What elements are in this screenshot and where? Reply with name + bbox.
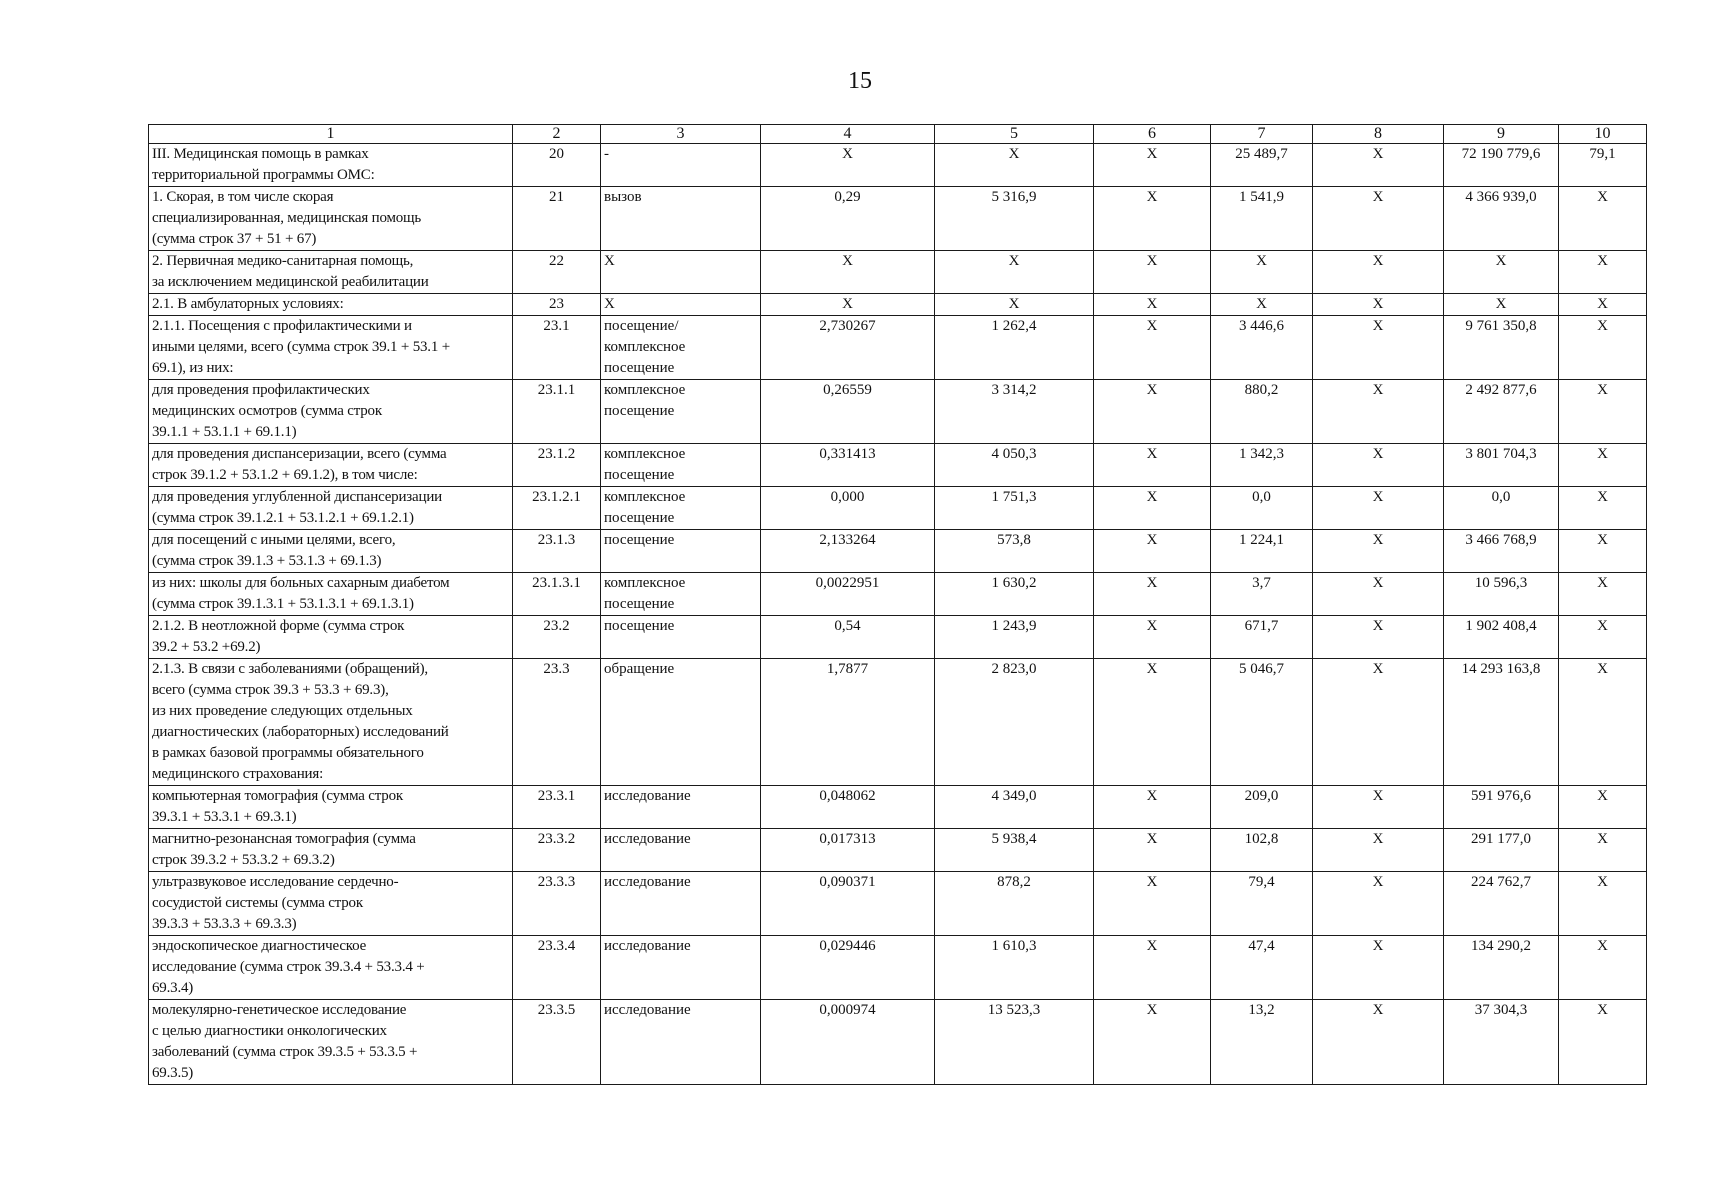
value-cell-8: X	[1313, 786, 1444, 829]
row-name-line: 69.1), из них:	[152, 360, 234, 376]
row-unit-line: посещение	[604, 403, 675, 419]
value-cell-8: X	[1313, 144, 1444, 187]
table-row	[149, 872, 1647, 936]
row-unit-line: X	[604, 296, 615, 312]
value-cell-4: 0,0022951	[761, 573, 935, 616]
row-name-line: иными целями, всего (сумма строк 39.1 + 53.1 +	[152, 339, 450, 355]
row-name-line: (сумма строк 39.1.3 + 53.1.3 + 69.1.3)	[152, 553, 382, 569]
row-unit-cell	[601, 487, 761, 530]
row-unit-cell	[601, 786, 761, 829]
value-cell-9: 4 366 939,0	[1444, 187, 1559, 251]
value-cell-5: 878,2	[935, 872, 1094, 936]
value-cell-5: X	[935, 251, 1094, 294]
value-cell-6: X	[1094, 573, 1211, 616]
page-number: 15	[848, 68, 872, 94]
value-cell-9: X	[1444, 251, 1559, 294]
value-cell-4: 0,54	[761, 616, 935, 659]
row-name-line: диагностических (лабораторных) исследований	[152, 724, 449, 740]
row-name-cell	[149, 936, 513, 1000]
value-cell-8: X	[1313, 294, 1444, 316]
value-cell-10: X	[1559, 829, 1647, 872]
column-header: 5	[935, 125, 1094, 144]
value-cell-7: 1 342,3	[1211, 444, 1313, 487]
value-cell-9: 2 492 877,6	[1444, 380, 1559, 444]
table-body	[149, 144, 1647, 1085]
value-cell-5: 13 523,3	[935, 1000, 1094, 1085]
value-cell-7: 209,0	[1211, 786, 1313, 829]
value-cell-8: X	[1313, 872, 1444, 936]
value-cell-8: X	[1313, 187, 1444, 251]
row-name-line: для проведения диспансеризации, всего (сумма	[152, 446, 447, 462]
row-unit-line: посещение	[604, 618, 675, 634]
row-name-line: для проведения профилактических	[152, 382, 370, 398]
row-name-cell	[149, 786, 513, 829]
value-cell-4: 2,133264	[761, 530, 935, 573]
row-name-line: территориальной программы ОМС:	[152, 167, 375, 183]
value-cell-8: X	[1313, 829, 1444, 872]
value-cell-10: X	[1559, 251, 1647, 294]
value-cell-7: 5 046,7	[1211, 659, 1313, 786]
value-cell-7: X	[1211, 251, 1313, 294]
row-unit-line: комплексное	[604, 339, 686, 355]
table-row	[149, 487, 1647, 530]
value-cell-8: X	[1313, 1000, 1444, 1085]
row-name-line: строк 39.3.2 + 53.3.2 + 69.3.2)	[152, 852, 335, 868]
row-code-cell: 23.1.3.1	[513, 573, 601, 616]
value-cell-7: 880,2	[1211, 380, 1313, 444]
value-cell-8: X	[1313, 936, 1444, 1000]
column-header: 10	[1559, 125, 1647, 144]
row-unit-line: комплексное	[604, 382, 686, 398]
value-cell-8: X	[1313, 530, 1444, 573]
value-cell-10: X	[1559, 786, 1647, 829]
row-name-line: для посещений с иными целями, всего,	[152, 532, 396, 548]
value-cell-5: 5 938,4	[935, 829, 1094, 872]
row-unit-line: исследование	[604, 1002, 691, 1018]
column-header: 1	[149, 125, 513, 144]
value-cell-9: 3 466 768,9	[1444, 530, 1559, 573]
value-cell-9: 37 304,3	[1444, 1000, 1559, 1085]
value-cell-9: 1 902 408,4	[1444, 616, 1559, 659]
value-cell-5: X	[935, 294, 1094, 316]
table-row	[149, 294, 1647, 316]
column-number-row	[149, 125, 1647, 144]
row-unit-line: обращение	[604, 661, 675, 677]
row-name-line: 2.1.3. В связи с заболеваниями (обращений),	[152, 661, 428, 677]
column-header: 3	[601, 125, 761, 144]
row-code-cell: 21	[513, 187, 601, 251]
row-code-cell: 23.3.2	[513, 829, 601, 872]
row-unit-line: исследование	[604, 831, 691, 847]
table-row	[149, 1000, 1647, 1085]
row-name-line: III. Медицинская помощь в рамках	[152, 146, 369, 162]
value-cell-10: X	[1559, 1000, 1647, 1085]
column-header: 8	[1313, 125, 1444, 144]
value-cell-8: X	[1313, 573, 1444, 616]
value-cell-6: X	[1094, 316, 1211, 380]
value-cell-4: 0,000974	[761, 1000, 935, 1085]
row-unit-cell	[601, 187, 761, 251]
row-unit-cell	[601, 144, 761, 187]
row-unit-line: комплексное	[604, 489, 686, 505]
row-name-line: 69.3.4)	[152, 980, 194, 996]
row-name-cell	[149, 659, 513, 786]
value-cell-9: 72 190 779,6	[1444, 144, 1559, 187]
value-cell-8: X	[1313, 659, 1444, 786]
value-cell-7: 3 446,6	[1211, 316, 1313, 380]
row-name-line: (сумма строк 39.1.3.1 + 53.1.3.1 + 69.1.3.1)	[152, 596, 414, 612]
row-name-line: 2. Первичная медико-санитарная помощь,	[152, 253, 414, 269]
value-cell-9: 591 976,6	[1444, 786, 1559, 829]
value-cell-5: X	[935, 144, 1094, 187]
row-name-line: 39.3.1 + 53.3.1 + 69.3.1)	[152, 809, 297, 825]
row-name-line: в рамках базовой программы обязательного	[152, 745, 424, 761]
row-unit-cell	[601, 444, 761, 487]
row-unit-cell	[601, 936, 761, 1000]
value-cell-6: X	[1094, 530, 1211, 573]
row-name-cell	[149, 251, 513, 294]
value-cell-8: X	[1313, 316, 1444, 380]
column-header: 7	[1211, 125, 1313, 144]
row-name-cell	[149, 187, 513, 251]
value-cell-6: X	[1094, 187, 1211, 251]
row-name-line: из них проведение следующих отдельных	[152, 703, 413, 719]
row-name-line: эндоскопическое диагностическое	[152, 938, 367, 954]
row-unit-cell	[601, 251, 761, 294]
value-cell-4: 0,029446	[761, 936, 935, 1000]
value-cell-5: 573,8	[935, 530, 1094, 573]
row-unit-cell	[601, 616, 761, 659]
row-unit-cell	[601, 659, 761, 786]
value-cell-5: 1 751,3	[935, 487, 1094, 530]
value-cell-6: X	[1094, 1000, 1211, 1085]
value-cell-6: X	[1094, 380, 1211, 444]
row-name-line: ультразвуковое исследование сердечно-	[152, 874, 399, 890]
column-header: 2	[513, 125, 601, 144]
value-cell-6: X	[1094, 659, 1211, 786]
row-code-cell: 23.1.2.1	[513, 487, 601, 530]
value-cell-9: 14 293 163,8	[1444, 659, 1559, 786]
value-cell-6: X	[1094, 786, 1211, 829]
row-name-cell	[149, 316, 513, 380]
value-cell-8: X	[1313, 251, 1444, 294]
value-cell-6: X	[1094, 616, 1211, 659]
value-cell-10: X	[1559, 936, 1647, 1000]
value-cell-7: 3,7	[1211, 573, 1313, 616]
row-unit-line: посещение/	[604, 318, 679, 334]
value-cell-6: X	[1094, 444, 1211, 487]
value-cell-5: 1 243,9	[935, 616, 1094, 659]
row-code-cell: 23.3.1	[513, 786, 601, 829]
row-name-line: 2.1.1. Посещения с профилактическими и	[152, 318, 412, 334]
row-name-cell	[149, 616, 513, 659]
table-row	[149, 573, 1647, 616]
row-unit-line: исследование	[604, 938, 691, 954]
value-cell-6: X	[1094, 294, 1211, 316]
value-cell-5: 2 823,0	[935, 659, 1094, 786]
value-cell-7: 25 489,7	[1211, 144, 1313, 187]
table-row	[149, 936, 1647, 1000]
value-cell-4: 0,29	[761, 187, 935, 251]
value-cell-10: 79,1	[1559, 144, 1647, 187]
row-name-line: для проведения углубленной диспансеризации	[152, 489, 442, 505]
value-cell-4: 0,048062	[761, 786, 935, 829]
row-unit-cell	[601, 829, 761, 872]
row-name-line: 69.3.5)	[152, 1065, 194, 1081]
value-cell-7: 0,0	[1211, 487, 1313, 530]
value-cell-10: X	[1559, 380, 1647, 444]
row-name-line: 39.3.3 + 53.3.3 + 69.3.3)	[152, 916, 297, 932]
value-cell-4: 2,730267	[761, 316, 935, 380]
column-header: 6	[1094, 125, 1211, 144]
table-row	[149, 530, 1647, 573]
row-name-line: 1. Скорая, в том числе скорая	[152, 189, 334, 205]
value-cell-4: X	[761, 294, 935, 316]
row-name-line: 2.1. В амбулаторных условиях:	[152, 296, 344, 312]
value-cell-10: X	[1559, 316, 1647, 380]
row-unit-line: -	[604, 146, 609, 162]
row-unit-cell	[601, 530, 761, 573]
table-row	[149, 786, 1647, 829]
row-unit-line: X	[604, 253, 615, 269]
row-code-cell: 23.3	[513, 659, 601, 786]
value-cell-7: 47,4	[1211, 936, 1313, 1000]
value-cell-10: X	[1559, 444, 1647, 487]
row-name-line: за исключением медицинской реабилитации	[152, 274, 429, 290]
row-name-line: из них: школы для больных сахарным диабетом	[152, 575, 450, 591]
value-cell-4: 1,7877	[761, 659, 935, 786]
value-cell-4: 0,26559	[761, 380, 935, 444]
row-name-line: 39.1.1 + 53.1.1 + 69.1.1)	[152, 424, 297, 440]
row-name-line: магнитно-резонансная томография (сумма	[152, 831, 416, 847]
row-unit-cell	[601, 380, 761, 444]
value-cell-7: 102,8	[1211, 829, 1313, 872]
row-code-cell: 20	[513, 144, 601, 187]
row-name-line: 2.1.2. В неотложной форме (сумма строк	[152, 618, 405, 634]
value-cell-5: 5 316,9	[935, 187, 1094, 251]
row-unit-line: исследование	[604, 788, 691, 804]
table-row	[149, 251, 1647, 294]
row-code-cell: 23.1	[513, 316, 601, 380]
row-code-cell: 23.3.3	[513, 872, 601, 936]
row-name-cell	[149, 380, 513, 444]
value-cell-8: X	[1313, 487, 1444, 530]
row-name-cell	[149, 872, 513, 936]
value-cell-10: X	[1559, 659, 1647, 786]
value-cell-4: X	[761, 144, 935, 187]
row-name-line: сосудистой системы (сумма строк	[152, 895, 363, 911]
value-cell-9: X	[1444, 294, 1559, 316]
row-code-cell: 22	[513, 251, 601, 294]
value-cell-5: 4 050,3	[935, 444, 1094, 487]
row-name-cell	[149, 573, 513, 616]
value-cell-7: 1 541,9	[1211, 187, 1313, 251]
row-name-line: (сумма строк 37 + 51 + 67)	[152, 231, 317, 247]
row-unit-cell	[601, 294, 761, 316]
row-name-line: строк 39.1.2 + 53.1.2 + 69.1.2), в том числе:	[152, 467, 418, 483]
value-cell-5: 3 314,2	[935, 380, 1094, 444]
row-name-cell	[149, 530, 513, 573]
row-unit-line: посещение	[604, 360, 675, 376]
value-cell-10: X	[1559, 616, 1647, 659]
row-name-line: 39.2 + 53.2 +69.2)	[152, 639, 261, 655]
value-cell-5: 4 349,0	[935, 786, 1094, 829]
row-name-line: компьютерная томография (сумма строк	[152, 788, 403, 804]
value-cell-6: X	[1094, 144, 1211, 187]
value-cell-4: 0,331413	[761, 444, 935, 487]
table-row	[149, 659, 1647, 786]
table-row	[149, 380, 1647, 444]
row-name-line: (сумма строк 39.1.2.1 + 53.1.2.1 + 69.1.2.1)	[152, 510, 414, 526]
row-name-line: заболеваний (сумма строк 39.3.5 + 53.3.5 +	[152, 1044, 418, 1060]
value-cell-4: 0,017313	[761, 829, 935, 872]
row-name-cell	[149, 144, 513, 187]
value-cell-6: X	[1094, 872, 1211, 936]
value-cell-10: X	[1559, 573, 1647, 616]
row-code-cell: 23.1.3	[513, 530, 601, 573]
value-cell-6: X	[1094, 829, 1211, 872]
row-unit-cell	[601, 1000, 761, 1085]
value-cell-7: 79,4	[1211, 872, 1313, 936]
value-cell-6: X	[1094, 251, 1211, 294]
row-name-line: всего (сумма строк 39.3 + 53.3 + 69.3),	[152, 682, 389, 698]
value-cell-7: 13,2	[1211, 1000, 1313, 1085]
value-cell-10: X	[1559, 187, 1647, 251]
row-unit-line: вызов	[604, 189, 642, 205]
value-cell-8: X	[1313, 444, 1444, 487]
row-unit-cell	[601, 573, 761, 616]
value-cell-7: 1 224,1	[1211, 530, 1313, 573]
row-unit-line: комплексное	[604, 575, 686, 591]
value-cell-4: 0,090371	[761, 872, 935, 936]
value-cell-9: 10 596,3	[1444, 573, 1559, 616]
row-code-cell: 23	[513, 294, 601, 316]
value-cell-4: X	[761, 251, 935, 294]
value-cell-9: 291 177,0	[1444, 829, 1559, 872]
value-cell-10: X	[1559, 530, 1647, 573]
value-cell-5: 1 630,2	[935, 573, 1094, 616]
column-header: 4	[761, 125, 935, 144]
row-name-cell	[149, 487, 513, 530]
value-cell-8: X	[1313, 380, 1444, 444]
row-name-line: медицинского страхования:	[152, 766, 324, 782]
value-cell-9: 9 761 350,8	[1444, 316, 1559, 380]
row-unit-line: посещение	[604, 510, 675, 526]
value-cell-9: 134 290,2	[1444, 936, 1559, 1000]
row-name-cell	[149, 444, 513, 487]
value-cell-7: X	[1211, 294, 1313, 316]
row-code-cell: 23.1.1	[513, 380, 601, 444]
row-name-line: исследование (сумма строк 39.3.4 + 53.3.4 +	[152, 959, 425, 975]
value-cell-9: 224 762,7	[1444, 872, 1559, 936]
value-cell-6: X	[1094, 487, 1211, 530]
table-row	[149, 829, 1647, 872]
row-name-line: с целью диагностики онкологических	[152, 1023, 387, 1039]
row-code-cell: 23.2	[513, 616, 601, 659]
row-name-cell	[149, 829, 513, 872]
row-unit-line: посещение	[604, 596, 675, 612]
row-name-cell	[149, 294, 513, 316]
row-name-line: медицинских осмотров (сумма строк	[152, 403, 382, 419]
value-cell-4: 0,000	[761, 487, 935, 530]
table-row	[149, 144, 1647, 187]
table-row	[149, 444, 1647, 487]
row-unit-line: исследование	[604, 874, 691, 890]
table-row	[149, 187, 1647, 251]
value-cell-10: X	[1559, 872, 1647, 936]
row-name-line: молекулярно-генетическое исследование	[152, 1002, 407, 1018]
value-cell-10: X	[1559, 294, 1647, 316]
table-row	[149, 316, 1647, 380]
row-code-cell: 23.3.5	[513, 1000, 601, 1085]
row-unit-line: посещение	[604, 467, 675, 483]
row-name-cell	[149, 1000, 513, 1085]
value-cell-10: X	[1559, 487, 1647, 530]
row-unit-cell	[601, 316, 761, 380]
value-cell-5: 1 610,3	[935, 936, 1094, 1000]
value-cell-8: X	[1313, 616, 1444, 659]
value-cell-5: 1 262,4	[935, 316, 1094, 380]
value-cell-6: X	[1094, 936, 1211, 1000]
value-cell-9: 0,0	[1444, 487, 1559, 530]
row-code-cell: 23.3.4	[513, 936, 601, 1000]
column-header: 9	[1444, 125, 1559, 144]
value-cell-7: 671,7	[1211, 616, 1313, 659]
row-name-line: специализированная, медицинская помощь	[152, 210, 422, 226]
data-table	[148, 124, 1647, 1085]
table-row	[149, 616, 1647, 659]
value-cell-9: 3 801 704,3	[1444, 444, 1559, 487]
row-unit-line: посещение	[604, 532, 675, 548]
row-unit-cell	[601, 872, 761, 936]
row-unit-line: комплексное	[604, 446, 686, 462]
row-code-cell: 23.1.2	[513, 444, 601, 487]
